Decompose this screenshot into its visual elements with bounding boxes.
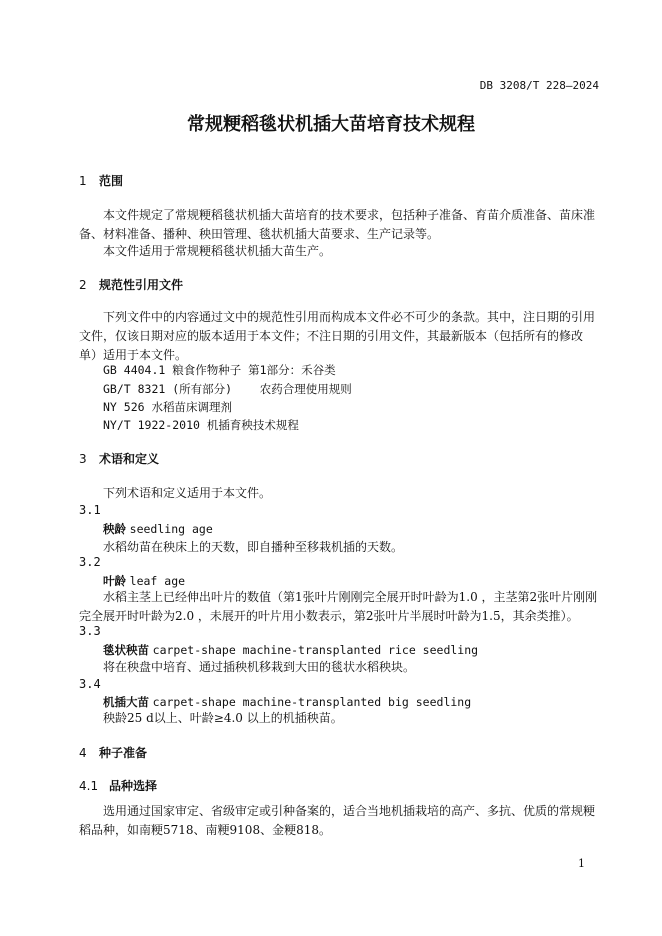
term-name-zh: 毯状秧苗 xyxy=(103,643,149,657)
section-1-heading xyxy=(79,172,123,189)
section-title: 范围 xyxy=(99,174,124,188)
term-name xyxy=(103,642,478,658)
term-name xyxy=(103,573,185,589)
reference-item: NY/T 1922-2010 机插育秧技术规程 xyxy=(103,418,299,432)
section-1-paragraph-2: 本文件适用于常规粳稻毯状机插大苗生产。 xyxy=(103,244,332,258)
term-name xyxy=(103,521,213,537)
term-name-en: seedling age xyxy=(129,522,213,536)
subsection-title: 品种选择 xyxy=(109,779,158,793)
section-number: 1 xyxy=(79,174,87,188)
section-number: 2 xyxy=(79,278,87,292)
term-name-zh: 机插大苗 xyxy=(103,695,149,709)
term-number: 3.1 xyxy=(79,503,101,517)
subsection-number: 4.1 xyxy=(79,779,99,793)
subsection-4-1-paragraph: 选用通过国家审定、省级审定或引种备案的，适合当地机插栽培的高产、多抗、优质的常规粳稻品种，如南粳5718、南粳9108、金粳818。 xyxy=(79,804,596,837)
term-definition: 水稻幼苗在秧床上的天数，即自播种至移栽机插的天数。 xyxy=(103,540,404,554)
term-number: 3.2 xyxy=(79,555,101,569)
term-definition: 将在秧盘中培育、通过插秧机移栽到大田的毯状水稻秧块。 xyxy=(103,660,416,674)
section-title: 规范性引用文件 xyxy=(99,278,184,292)
document-title: 常规粳稻毯状机插大苗培育技术规程 xyxy=(187,114,475,135)
reference-item: GB 4404.1 粮食作物种子 第1部分：禾谷类 xyxy=(103,363,336,377)
subsection-4-1-heading xyxy=(79,777,157,794)
section-2-heading xyxy=(79,276,183,293)
section-title: 术语和定义 xyxy=(99,452,160,466)
section-number: 3 xyxy=(79,452,87,466)
reference-item: NY 526 水稻苗床调理剂 xyxy=(103,400,232,414)
term-definition: 水稻主茎上已经伸出叶片的数值（第1张叶片刚刚完全展开时叶龄为1.0 ，主茎第2张叶片刚刚完全展开时叶龄为2.0 ，未展开的叶片用小数表示，第2张叶片半展时叶龄为1.5，其余类推）。 xyxy=(79,590,598,623)
section-4-heading xyxy=(79,744,147,761)
term-name-zh: 秧龄 xyxy=(103,522,126,536)
section-1-paragraph-1: 本文件规定了常规粳稻毯状机插大苗培育的技术要求，包括种子准备、育苗介质准备、苗床准备、材料准备、播种、秧田管理、毯状机插大苗要求、生产记录等。 xyxy=(79,208,596,241)
term-name xyxy=(103,694,471,710)
term-number: 3.4 xyxy=(79,677,101,691)
term-number: 3.3 xyxy=(79,624,101,638)
section-2-paragraph: 下列文件中的内容通过文中的规范性引用而构成本文件必不可少的条款。其中，注日期的引用文件，仅该日期对应的版本适用于本文件；不注日期的引用文件，其最新版本（包括所有的修改单）适用于本文件。 xyxy=(79,310,596,362)
term-name-en: leaf age xyxy=(129,574,186,588)
section-number: 4 xyxy=(79,746,87,760)
page-number: 1 xyxy=(578,857,585,870)
section-3-intro: 下列术语和定义适用于本文件。 xyxy=(103,486,272,500)
term-name-en: carpet-shape machine-transplanted big seedling xyxy=(152,695,472,709)
term-name-en: carpet-shape machine-transplanted rice seedling xyxy=(152,643,479,657)
section-3-heading xyxy=(79,450,159,467)
reference-item: GB/T 8321 (所有部分) 农药合理使用规则 xyxy=(103,382,352,396)
document-id: DB 3208/T 228—2024 xyxy=(479,79,599,92)
section-title: 种子准备 xyxy=(99,746,148,760)
term-name-zh: 叶龄 xyxy=(103,574,126,588)
term-definition: 秧龄25 d以上、叶龄≥4.0 以上的机插秧苗。 xyxy=(103,711,343,725)
